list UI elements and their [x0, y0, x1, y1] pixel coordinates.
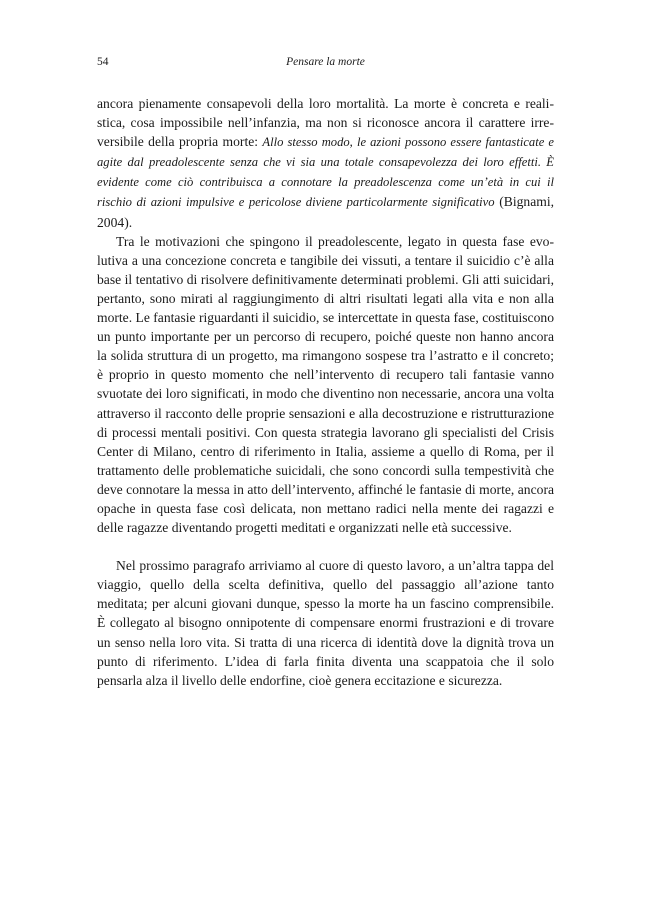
citation: (Bignami, 2004).: [97, 194, 554, 230]
book-page: [97, 56, 554, 690]
italic-quotation: Allo stesso modo, le azioni possono essere fantasticate e agite dal preadolescente senza che vi sia una totale consapevolezza dei loro effetti. È evidente come ciò contribuisca a connotare la preadolescenza come un’età in cui il rischio di azioni impulsive e pericolose diviene particolarmente significativo: [97, 135, 555, 210]
page-number: 54: [97, 56, 109, 68]
page-header: [97, 56, 554, 72]
paragraph-text: ancora pienamente consapevoli della loro mortalità. La morte è concreta e realistica, cosa impossibile nell’infanzia, ma non si riconosce ancora il carattere irreversibile della propria morte:: [97, 96, 554, 150]
running-title: Pensare la morte: [286, 56, 365, 68]
paragraph-continued: [97, 94, 554, 232]
paragraph: Tra le motivazioni che spingono il preadolescente, legato in questa fase evolutiva a una concezione concreta e tangibile dei vissuti, a tentare il suicidio c’è alla base il tentativo di risolvere definitivamente determinati problemi. Gli atti suicidari, pertanto, sono mirati al raggiungimento di altri risultati legati alla vita e non alla morte. Le fantasie riguardanti il suicidio, se intercettate in questa fase, costituiscono un punto importante per un percorso di recupero, poiché queste non hanno ancora la solida struttura di un progetto, ma rimangono sospese tra l’astratto e il concreto; è proprio in questo momento che nell’intervento di recupero tali fantasie vanno svuotate dei loro significati, in modo che diventino non necessarie, ancora una volta attraverso il racconto delle proprie sensazioni e alla decostruzione e ristrutturazione di processi mentali positivi. Con questa strategia lavorano gli specialisti del Crisis Center di Milano, centro di riferimento in Italia, assieme a quello di Roma, per il trattamento delle problematiche suicidali, che sono concordi sulla tempestività che deve connotare la messa in atto dell’intervento, affinché le fantasie di morte, ancora opache in questa fase così delicata, non mettano radici nella mente dei ragazzi e delle ragazze diventando progetti meditati e organizzati nelle età successive.: [97, 233, 554, 536]
paragraph-gap: [97, 537, 554, 556]
paragraph: Nel prossimo paragrafo arriviamo al cuore di questo lavoro, a un’altra tappa del viaggio, quello della scelta definitiva, quello del passaggio all’azione tanto meditata; per alcuni giovani dunque, spesso la morte ha un fascino comprensibile. È collegato al bisogno onnipotente di compensare enormi frustrazioni e di trovare un senso nella loro vita. Si tratta di una ricerca di identità dove la dignità trova un punto di riferimento. L’idea di farla finita diventa una scappatoia che il solo pensarla alza il livello delle endorfine, cioè genera eccitazione e sicurezza.: [97, 558, 554, 688]
body-text: [97, 94, 554, 690]
